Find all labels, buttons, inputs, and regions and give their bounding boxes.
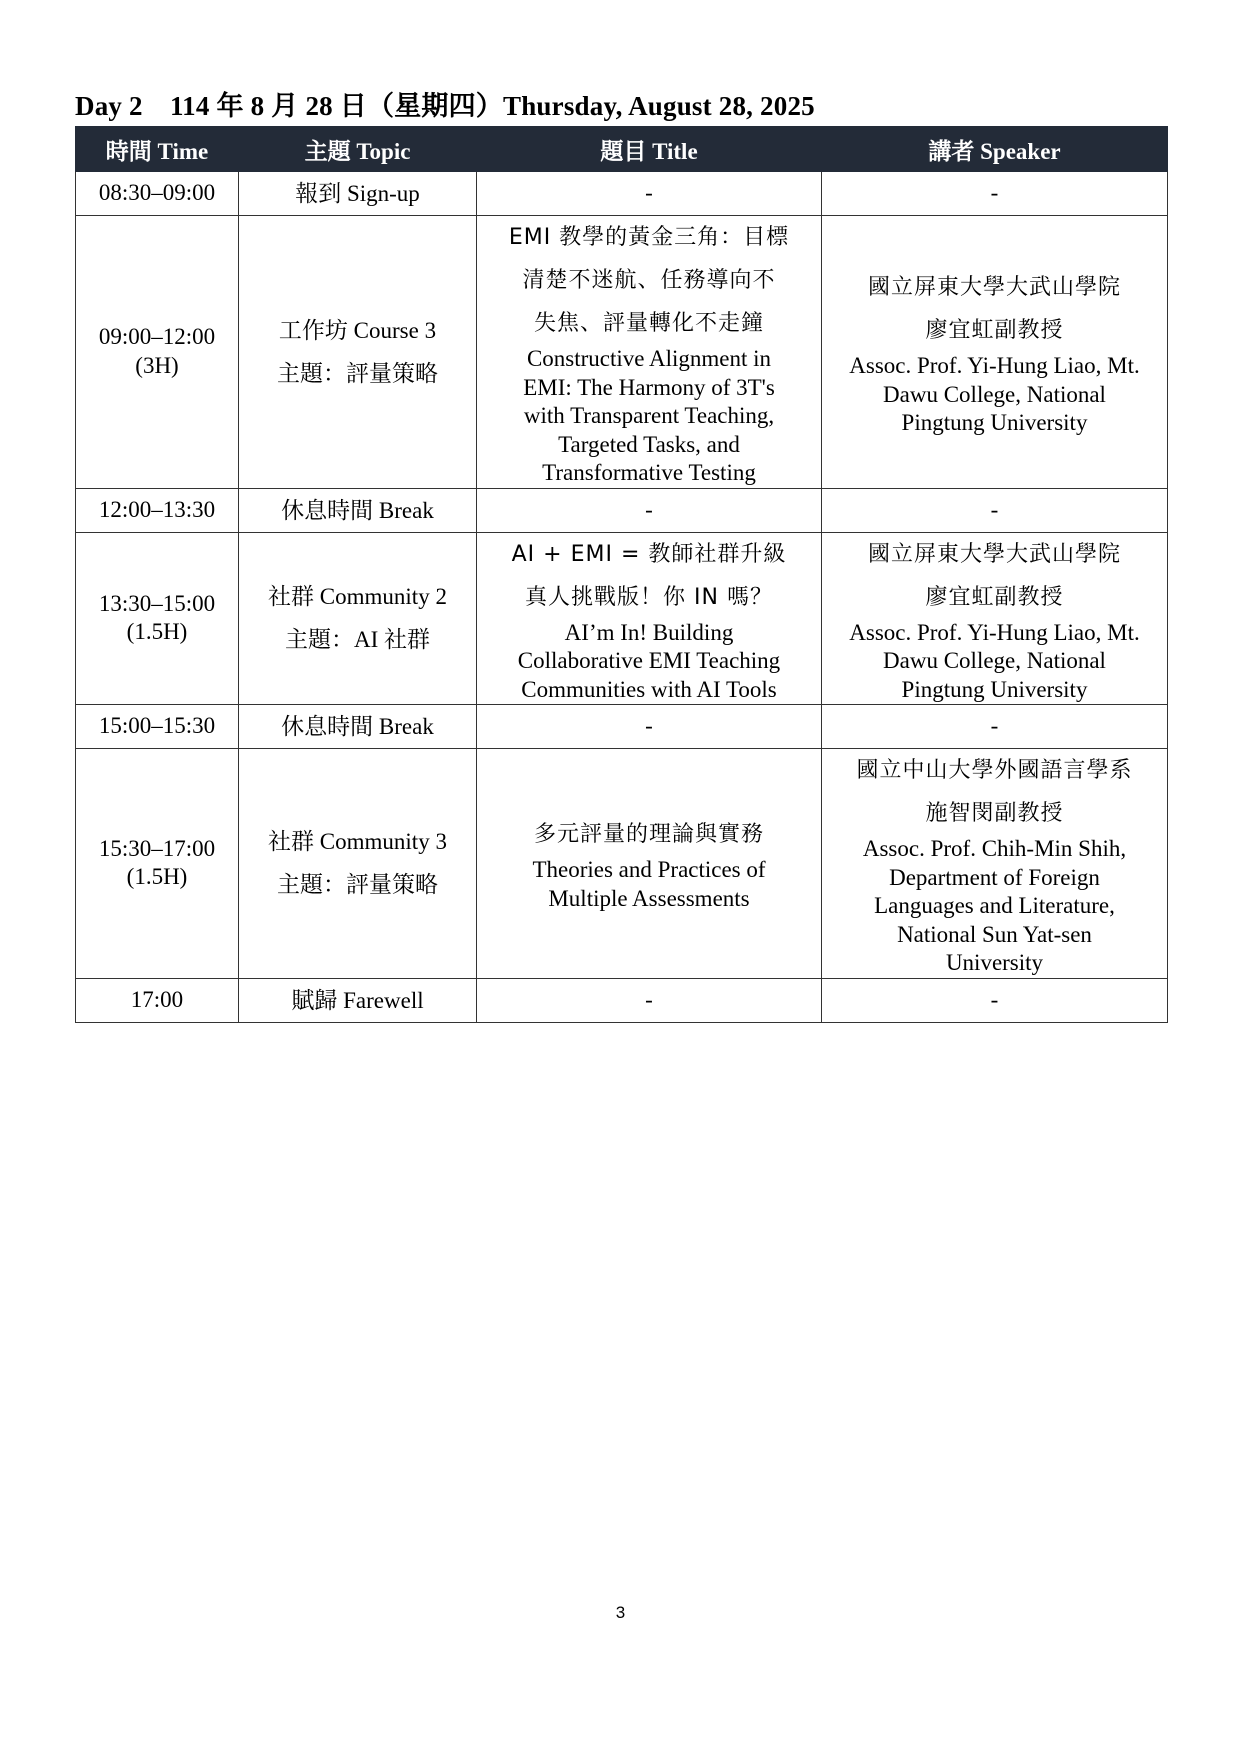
time-line: (1.5H) xyxy=(126,864,188,890)
header-row xyxy=(76,127,1168,172)
speaker-cell xyxy=(822,488,1168,532)
topic-line: 報到 Sign-up xyxy=(295,181,420,206)
topic-cell xyxy=(239,705,477,749)
time-line: 12:00–13:30 xyxy=(98,496,216,522)
time-line: 15:30–17:00 xyxy=(98,835,216,861)
speaker-line: 國立中山大學外國語言學系 xyxy=(856,758,1133,783)
time-cell xyxy=(76,978,239,1022)
title-line: 多元評量的理論與實務 xyxy=(533,822,764,848)
page-number: 3 xyxy=(615,1603,626,1622)
table-row xyxy=(76,532,1168,705)
table-row xyxy=(76,216,1168,489)
speaker-line: 國立屏東大學大武山學院 xyxy=(867,275,1121,300)
speaker-line: - xyxy=(990,986,999,1012)
speaker-line: National Sun Yat-sen xyxy=(897,921,1092,947)
title-line: Constructive Alignment in xyxy=(526,346,772,371)
speaker-line: - xyxy=(990,496,999,522)
topic-line: 工作坊 Course 3 xyxy=(278,317,437,343)
topic-cell xyxy=(239,532,477,705)
topic-line: 主題：評量策略 xyxy=(277,872,438,898)
speaker-cell xyxy=(822,978,1168,1022)
topic-line: 休息時間 Break xyxy=(281,714,434,739)
title-line: with Transparent Teaching, xyxy=(523,403,775,428)
time-cell xyxy=(76,172,239,216)
column-header-time: 時間 Time xyxy=(76,127,239,172)
title-line: 清楚不迷航、任務導向不 xyxy=(522,268,776,293)
title-line: - xyxy=(645,986,653,1012)
time-cell xyxy=(76,488,239,532)
topic-line: 主題：評量策略 xyxy=(277,360,438,386)
title-line: 真人挑戰版！你 IN 嗎？ xyxy=(525,584,773,610)
topic-cell xyxy=(239,978,477,1022)
speaker-cell xyxy=(822,532,1168,705)
topic-cell xyxy=(239,172,477,216)
time-line: 17:00 xyxy=(130,986,184,1012)
schedule-table xyxy=(75,126,1168,1023)
title-line: - xyxy=(645,713,653,739)
table-row xyxy=(76,488,1168,532)
speaker-line: 廖宜虹副教授 xyxy=(925,584,1064,610)
table-row xyxy=(76,172,1168,216)
time-cell xyxy=(76,532,239,705)
speaker-cell xyxy=(822,172,1168,216)
time-line: 09:00–12:00 xyxy=(98,324,216,350)
title-line: - xyxy=(645,180,653,206)
table-row xyxy=(76,705,1168,749)
speaker-line: University xyxy=(945,950,1044,975)
speaker-cell xyxy=(822,705,1168,749)
title-cell xyxy=(477,978,822,1022)
speaker-line: Languages and Literature, xyxy=(874,893,1115,918)
topic-line: 主題：AI 社群 xyxy=(284,627,431,653)
column-header-topic: 主題 Topic xyxy=(239,127,477,172)
title-line: AI’m In! Building xyxy=(564,619,734,645)
title-line: EMI 教學的黃金三角：目標 xyxy=(508,225,790,250)
title-cell xyxy=(477,705,822,749)
speaker-line: 廖宜虹副教授 xyxy=(925,318,1064,343)
speaker-line: - xyxy=(990,713,999,739)
speaker-line: Assoc. Prof. Chih-Min Shih, xyxy=(862,836,1127,861)
speaker-line: Dawu College, National xyxy=(883,381,1106,407)
title-line: Collaborative EMI Teaching xyxy=(517,648,781,673)
time-cell xyxy=(76,749,239,979)
schedule-heading: Day 2 114 年 8 月 28 日（星期四）Thursday, August 28, 2025 xyxy=(75,91,815,121)
title-cell xyxy=(477,488,822,532)
topic-line: 社群 Community 3 xyxy=(268,829,447,855)
time-line: 08:30–09:00 xyxy=(98,180,216,206)
title-line: EMI: The Harmony of 3T's xyxy=(523,374,775,400)
topic-line: 社群 Community 2 xyxy=(268,584,447,610)
speaker-cell xyxy=(822,216,1168,489)
speaker-line: 國立屏東大學大武山學院 xyxy=(867,541,1121,567)
speaker-line: Dawu College, National xyxy=(883,648,1106,673)
speaker-line: Pingtung University xyxy=(901,676,1088,702)
topic-cell xyxy=(239,216,477,489)
time-line: (3H) xyxy=(135,352,179,378)
table-row xyxy=(76,749,1168,979)
title-line: Communities with AI Tools xyxy=(521,676,777,702)
title-line: Targeted Tasks, and xyxy=(558,431,740,457)
title-line: - xyxy=(645,496,653,522)
title-cell xyxy=(477,532,822,705)
title-cell xyxy=(477,749,822,979)
title-cell xyxy=(477,216,822,489)
time-cell xyxy=(76,705,239,749)
title-line: AI + EMI = 教師社群升級 xyxy=(511,541,787,567)
title-line: Theories and Practices of xyxy=(532,857,766,883)
time-line: 13:30–15:00 xyxy=(98,590,216,616)
title-line: 失焦、評量轉化不走鐘 xyxy=(533,311,764,336)
column-header-speaker: 講者 Speaker xyxy=(822,127,1168,172)
title-line: Transformative Testing xyxy=(542,460,756,485)
speaker-line: Assoc. Prof. Yi-Hung Liao, Mt. xyxy=(849,619,1140,645)
time-line: 15:00–15:30 xyxy=(98,713,216,739)
title-cell xyxy=(477,172,822,216)
topic-line: 休息時間 Break xyxy=(281,497,434,523)
time-cell xyxy=(76,216,239,489)
column-header-title: 題目 Title xyxy=(477,127,822,172)
speaker-line: Department of Foreign xyxy=(889,864,1100,890)
speaker-line: Pingtung University xyxy=(901,410,1088,435)
speaker-line: - xyxy=(990,180,999,206)
topic-cell xyxy=(239,488,477,532)
time-line: (1.5H) xyxy=(126,619,188,645)
speaker-line: Assoc. Prof. Yi-Hung Liao, Mt. xyxy=(849,353,1140,378)
speaker-cell xyxy=(822,749,1168,979)
title-line: Multiple Assessments xyxy=(548,885,750,911)
topic-cell xyxy=(239,749,477,979)
speaker-line: 施智閔副教授 xyxy=(925,801,1064,826)
table-row xyxy=(76,978,1168,1022)
topic-line: 賦歸 Farewell xyxy=(291,987,424,1013)
